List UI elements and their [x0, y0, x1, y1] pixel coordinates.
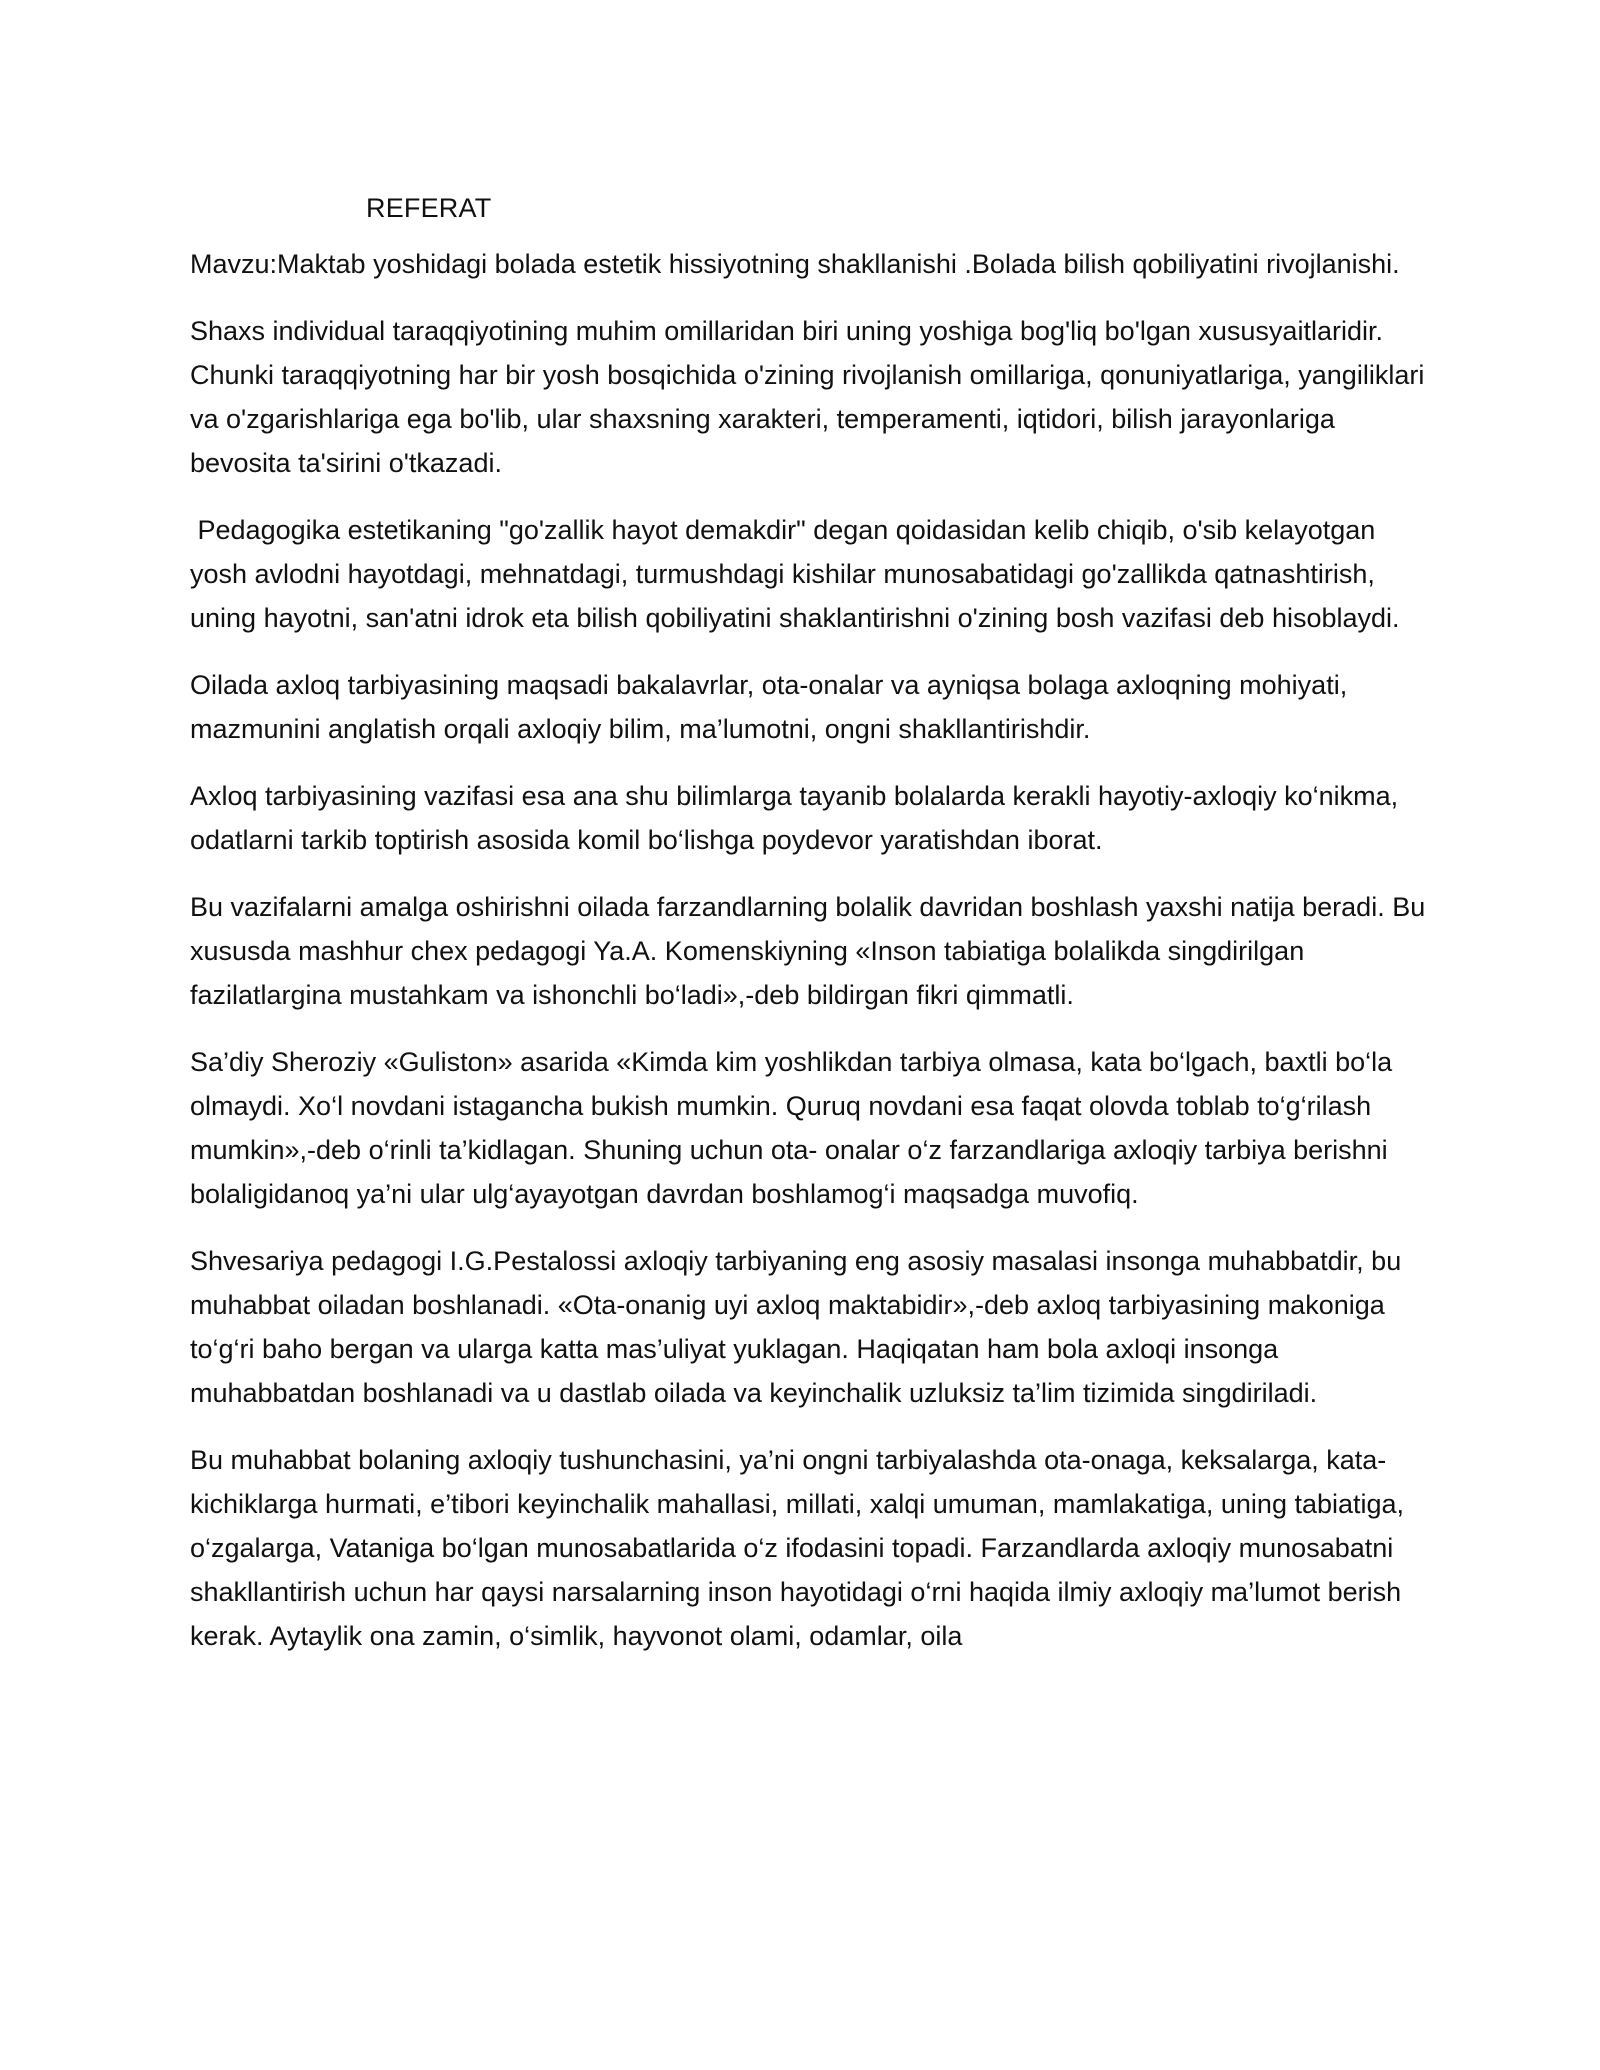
paragraph-2: Pedagogika estetikaning "go'zallik hayot demakdir" degan qoidasidan kelib chiqib, o'sib kelayotgan yosh avlodni hayotdagi, mehnatdagi, turmushdagi kishilar munosabatidagi go'zallikda qatnashtirish, uning hayotni, san'atni idrok eta bilish qobiliyatini shaklantirishni o'zining bosh vazifasi deb hisoblaydi. [190, 515, 1400, 633]
paragraph-5: Bu vazifalarni amalga oshirishni oilada farzandlarning bolalik davridan boshlash yaxshi natija beradi. Bu xususda mashhur chex pedagogi Ya.A. Komenskiyning «Inson tabiatiga bolalikda singdirilgan fazilatlargina mustahkam va ishonchli bo‘ladi»,-deb bildirgan fikri qimmatli. [190, 892, 1426, 1010]
paragraph-3: Oilada axloq tarbiyasining maqsadi bakalavrlar, ota-onalar va ayniqsa bolaga axloqning mohiyati, mazmunini anglatish orqali axloqiy bilim, ma’lumotni, ongni shakllantirishdir. [190, 670, 1348, 744]
document-topic: Mavzu:Maktab yoshidagi bolada estetik hissiyotning shakllanishi .Bolada bilish qobiliyatini rivojlanishi. [190, 249, 1400, 279]
paragraph-6: Sa’diy Sheroziy «Guliston» asarida «Kimda kim yoshlikdan tarbiya olmasa, kata bo‘lgach, baxtli bo‘la olmaydi. Xo‘l novdani istagancha bukish mumkin. Quruq novdani esa faqat olovda toblab to‘g‘rilash mumkin»,-deb o‘rinli ta’kidlagan. Shuning uchun ota- onalar o‘z farzandlariga axloqiy tarbiya berishni bolaligidanoq ya’ni ular ulg‘ayayotgan davrdan boshlamog‘i maqsadga muvofiq. [190, 1047, 1393, 1209]
paragraph-4: Axloq tarbiyasining vazifasi esa ana shu bilimlarga tayanib bolalarda kerakli hayotiy-axloqiy ko‘nikma, odatlarni tarkib toptirish asosida komil bo‘lishga poydevor yaratishdan iborat. [190, 781, 1399, 855]
document-body [190, 186, 1430, 1658]
paragraph-8: Bu muhabbat bolaning axloqiy tushunchasini, ya’ni ongni tarbiyalashda ota-onaga, keksalarga, kata-kichiklarga hurmati, e’tibori keyinchalik mahallasi, millati, xalqi umuman, mamlakatiga, uning tabiatiga, o‘zgalarga, Vataniga bo‘lgan munosabatlarida o‘z ifodasini topadi. Farzandlarda axloqiy munosabatni shakllantirish uchun har qaysi narsalarning inson hayotidagi o‘rni haqida ilmiy axloqiy ma’lumot berish kerak. Aytaylik ona zamin, o‘simlik, hayvonot olami, odamlar, oila [190, 1445, 1405, 1651]
paragraph-7: Shvesariya pedagogi I.G.Pestalossi axloqiy tarbiyaning eng asosiy masalasi insonga muhabbatdir, bu muhabbat oiladan boshlanadi. «Ota-onanig uyi axloq maktabidir»,-deb axloq tarbiyasining makoniga to‘g‘ri baho bergan va ularga katta mas’uliyat yuklagan. Haqiqatan ham bola axloqi insonga muhabbatdan boshlanadi va u dastlab oilada va keyinchalik uzluksiz ta’lim tizimida singdiriladi. [190, 1246, 1402, 1408]
paragraph-1: Shaxs individual taraqqiyotining muhim omillaridan biri uning yoshiga bog'liq bo'lgan xususyaitlaridir. Chunki taraqqiyotning har bir yosh bosqichida o'zining rivojlanish omillariga, qonuniyatlariga, yangiliklari va o'zgarishlariga ega bo'lib, ular shaxsning xarakteri, temperamenti, iqtidori, bilish jarayonlariga bevosita ta'sirini o'tkazadi. [190, 316, 1425, 478]
document-title: REFERAT [366, 193, 492, 223]
